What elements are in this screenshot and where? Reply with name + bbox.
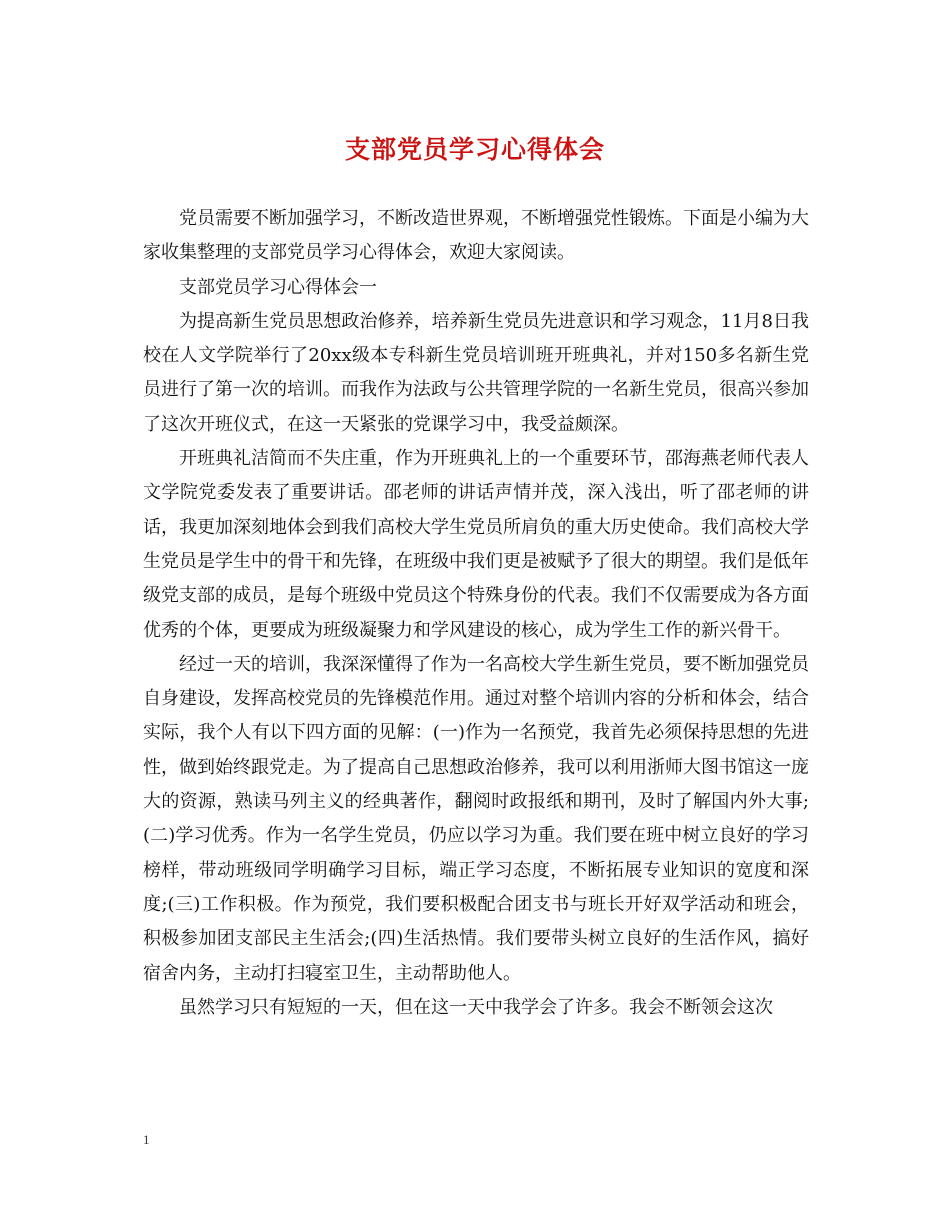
paragraph: 经过一天的培训，我深深懂得了作为一名高校大学生新生党员，要不断加强党员自身建设，发挥高校党员的先锋模范作用。通过对整个培训内容的分析和体会，结合实际，我个人有以下四方面的见解：(一)作为一名预党，我首先必须保持思想的先进性，做到始终跟党走。为了提高自己思想政治修养，我可以利用浙师大图书馆这一庞大的资源，熟读马列主义的经典著作，翻阅时政报纸和期刊，及时了解国内外大事;(二)学习优秀。作为一名学生党员，仍应以学习为重。我们要在班中树立良好的学习榜样，带动班级同学明确学习目标，端正学习态度，不断拓展专业知识的宽度和深度;(三)工作积极。作为预党，我们要积极配合团支书与班长开好双学活动和班会，积极参加团支部民主生活会;(四)生活热情。我们要带头树立良好的生活作风，搞好宿舍内务，主动打扫寝室卫生，主动帮助他人。 [143, 653, 809, 984]
paragraph: 为提高新生党员思想政治修养，培养新生党员先进意识和学习观念，11月8日我校在人文学院举行了20xx级本专科新生党员培训班开班典礼，并对150多名新生党员进行了第一次的培训。而我作为法政与公共管理学院的一名新生党员，很高兴参加了这次开班仪式，在这一天紧张的党课学习中，我受益颇深。 [143, 310, 809, 435]
document-body [143, 202, 809, 1025]
paragraph-intro: 党员需要不断加强学习，不断改造世界观，不断增强党性锻炼。下面是小编为大家收集整理的支部党员学习心得体会，欢迎大家阅读。 [143, 208, 809, 264]
document-title: 支部党员学习心得体会 [344, 135, 605, 164]
page-number: 1 [143, 1132, 150, 1147]
paragraph: 虽然学习只有短短的一天，但在这一天中我学会了许多。我会不断领会这次 [179, 996, 773, 1018]
section-heading: 支部党员学习心得体会一 [179, 276, 377, 298]
paragraph: 开班典礼洁简而不失庄重，作为开班典礼上的一个重要环节，邵海燕老师代表人文学院党委发表了重要讲话。邵老师的讲话声情并茂，深入浅出，听了邵老师的讲话，我更加深刻地体会到我们高校大学生党员所肩负的重大历史使命。我们高校大学生党员是学生中的骨干和先锋，在班级中我们更是被赋予了很大的期望。我们是低年级党支部的成员，是每个班级中党员这个特殊身份的代表。我们不仅需要成为各方面优秀的个体，更要成为班级凝聚力和学风建设的核心，成为学生工作的新兴骨干。 [143, 448, 809, 641]
